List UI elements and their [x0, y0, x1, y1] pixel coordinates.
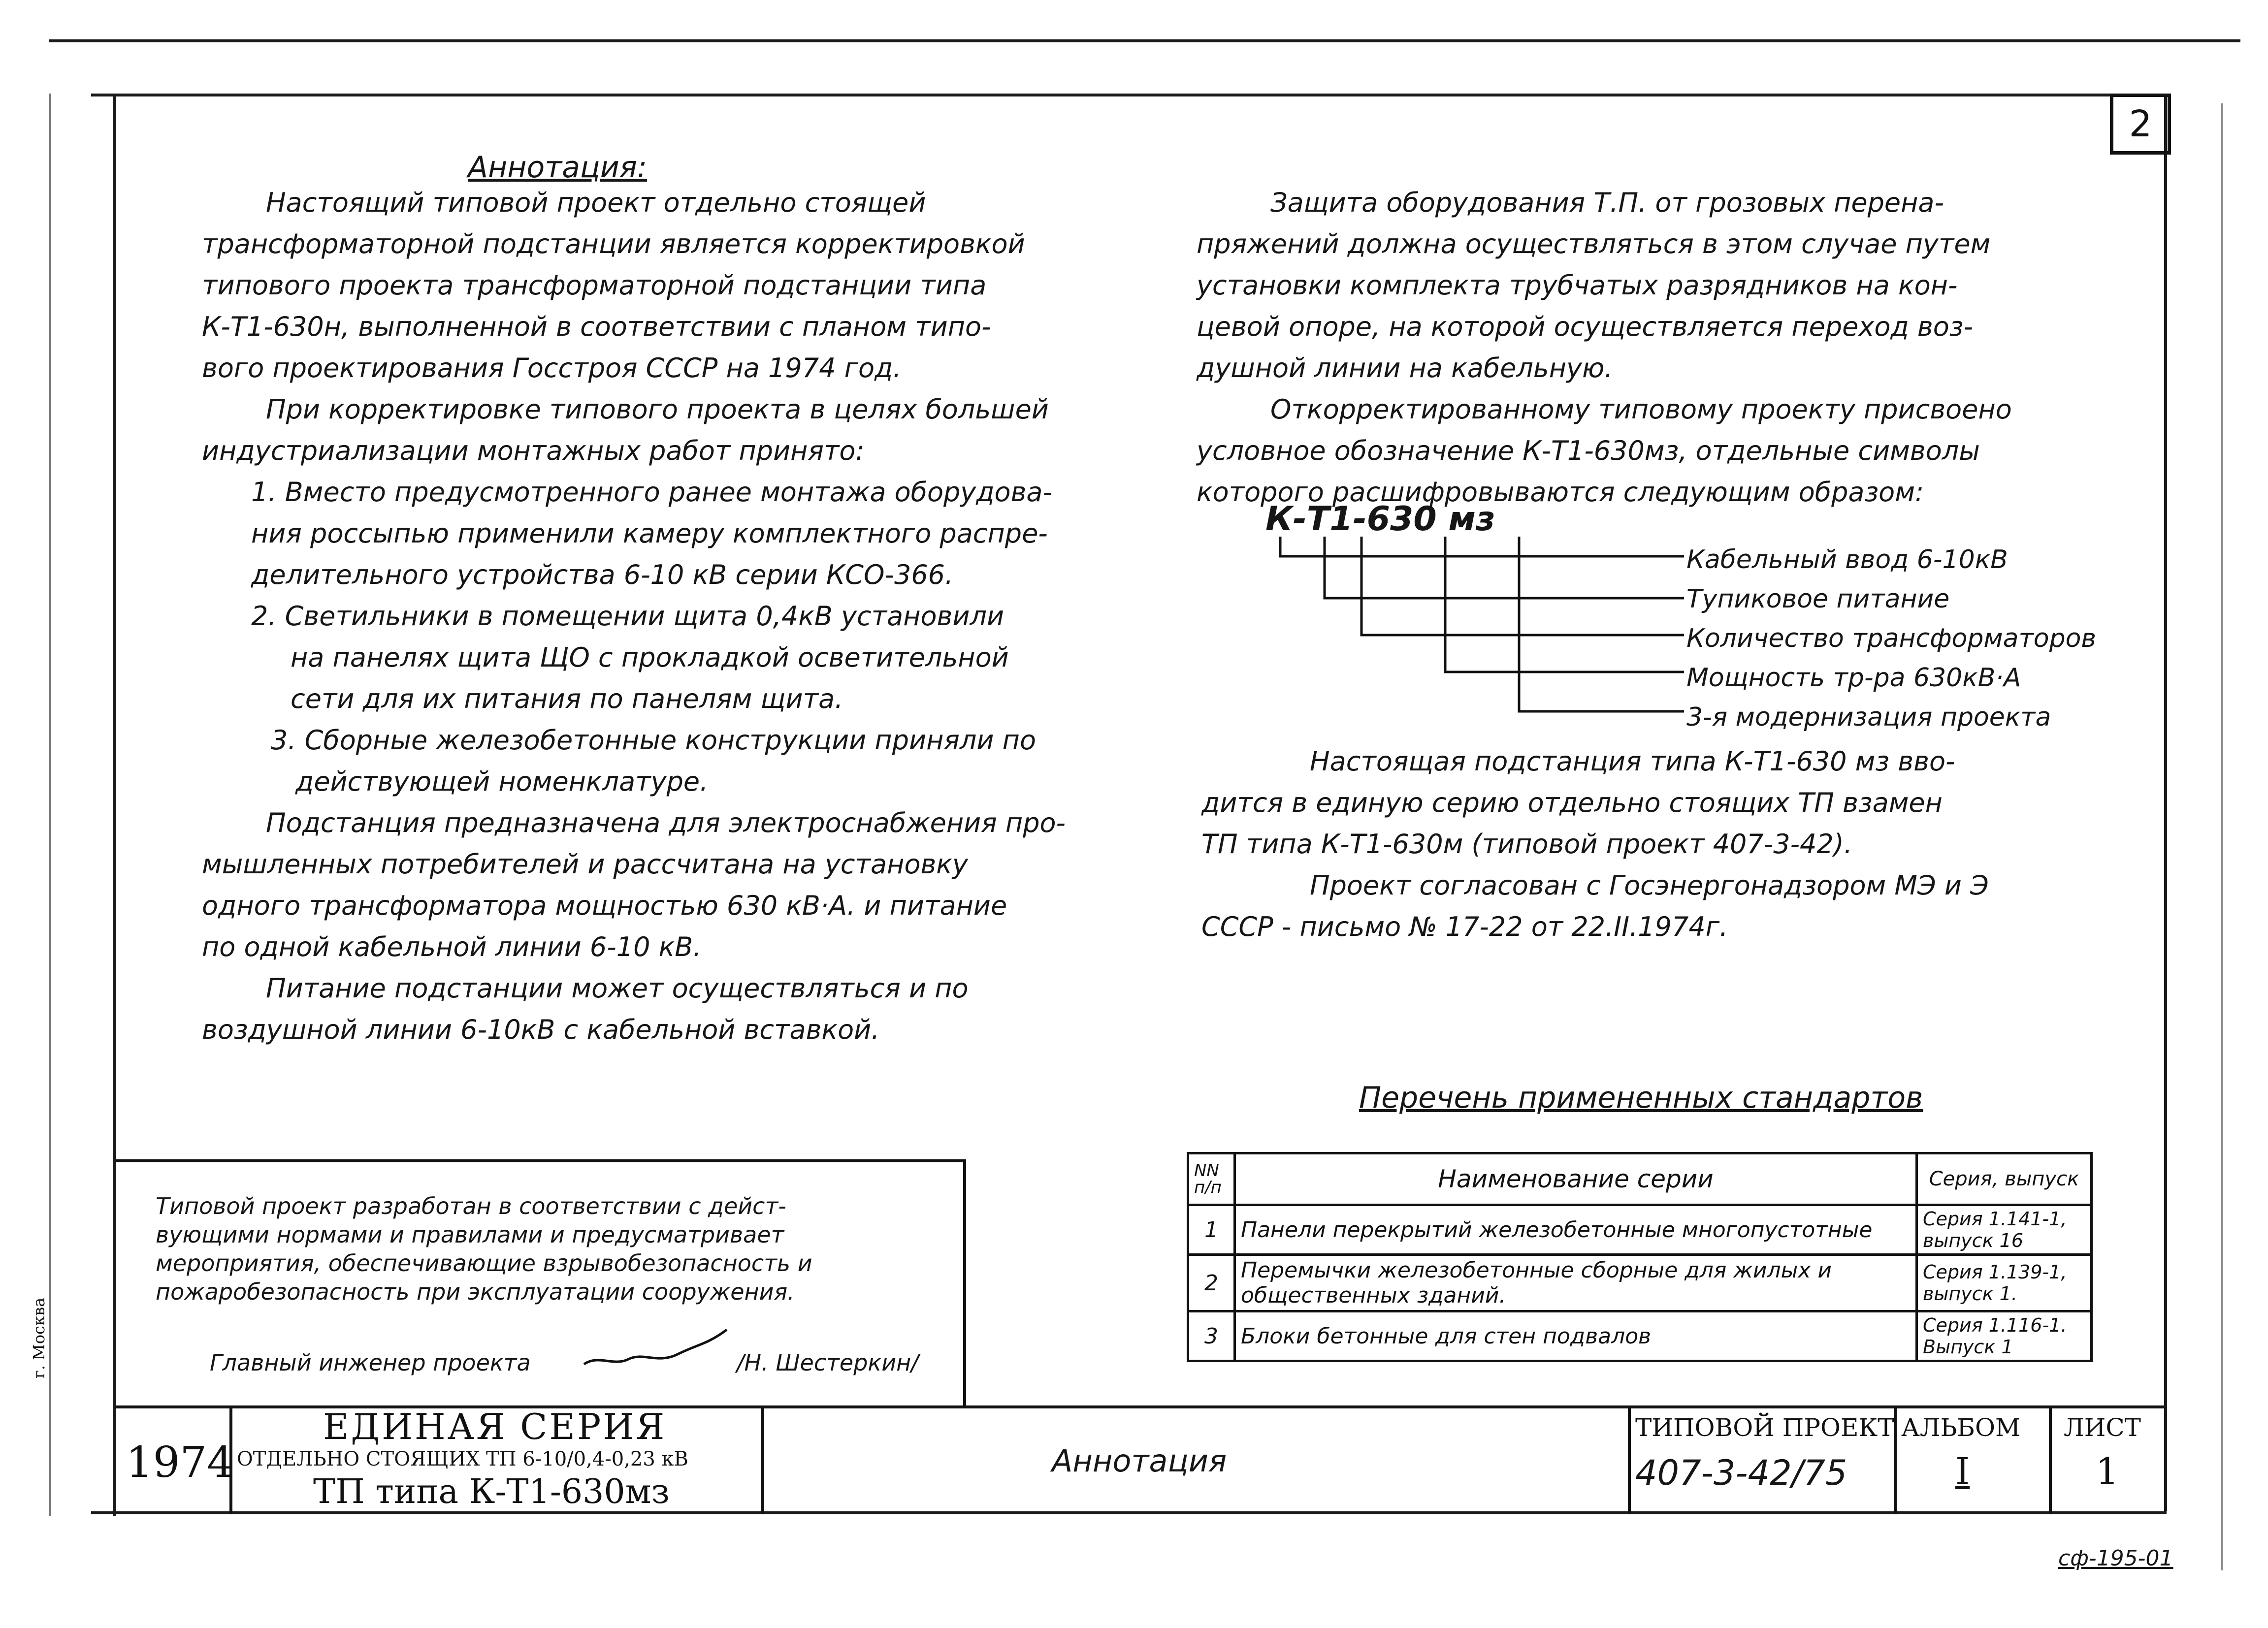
- signature-mark: [579, 1325, 737, 1374]
- sheet-label: ЛИСТ: [2064, 1413, 2141, 1442]
- text-line: одного трансформатора мощностью 630 кВ·А. и питание: [202, 890, 1007, 921]
- text-line: дится в единую серию отдельно стоящих ТП взамен: [1201, 787, 1943, 818]
- table-row: [1188, 1205, 2092, 1255]
- text-line: Подстанция предназначена для электроснабжения про-: [266, 807, 1066, 838]
- annotation-left-text: [202, 182, 1066, 1051]
- cell-name: Блоки бетонные для стен подвалов: [1235, 1311, 1917, 1361]
- side-city-text: г. Москва: [30, 1297, 48, 1378]
- text-line: Настоящий типовой проект отдельно стоящей: [266, 187, 926, 218]
- text-line: 1. Вместо предусмотренного ранее монтажа оборудова-: [251, 477, 1052, 508]
- code-legend-lines: [1270, 537, 1689, 734]
- cell-series: Серия 1.141-1, выпуск 16: [1917, 1205, 2092, 1255]
- header-cell: Серия, выпуск: [1917, 1153, 2092, 1205]
- cell-series: Серия 1.139-1, выпуск 1.: [1917, 1255, 2092, 1311]
- code-legend: [1686, 540, 2096, 737]
- text-line: сети для их питания по панелям щита.: [291, 683, 843, 714]
- annotation-right-text: [1197, 182, 2012, 513]
- text-line: 3. Сборные железобетонные конструкции приняли по: [271, 725, 1037, 756]
- cell-name: Перемычки железобетонные сборные для жилых и общественных зданий.: [1235, 1255, 1917, 1311]
- top-rule: [49, 39, 2240, 42]
- text-line: Защита оборудования Т.П. от грозовых перена-: [1270, 187, 1944, 218]
- text-line: установки комплекта трубчатых разрядников на кон-: [1197, 270, 1958, 301]
- note-line: пожаробезопасность при эксплуатации сооружения.: [156, 1278, 795, 1305]
- album-label: АЛЬБОМ: [1901, 1413, 2021, 1442]
- legend-item: Тупиковое питание: [1686, 584, 1950, 614]
- drawing-name: Аннотация: [1052, 1443, 1227, 1479]
- text-line: Проект согласован с Госэнергонадзором МЭ и Э: [1310, 870, 1989, 901]
- year: 1974: [126, 1438, 234, 1487]
- signature-label: Главный инженер проекта: [210, 1349, 531, 1376]
- tp-type: ТП типа К-Т1-630мз: [313, 1472, 670, 1511]
- text-line: душной линии на кабельную.: [1197, 352, 1613, 383]
- note-box: [116, 1159, 966, 1408]
- annotation-right-text-2: [1201, 741, 1989, 948]
- note-line: вующими нормами и правилами и предусматривает: [156, 1221, 784, 1248]
- text-line: Откорректированному типовому проекту присвоено: [1270, 394, 2012, 425]
- note-line: Типовой проект разработан в соответствии с дейст-: [156, 1193, 786, 1219]
- cell-n: 3: [1188, 1311, 1235, 1361]
- text-line: ния россыпью применили камеру комплектного распре-: [251, 518, 1048, 549]
- text-line: вого проектирования Госстроя СССР на 1974 год.: [202, 352, 902, 383]
- text-line: К-Т1-630н, выполненной в соответствии с планом типо-: [202, 311, 991, 342]
- note-text: [156, 1192, 812, 1306]
- note-line: мероприятия, обеспечивающие взрывобезопасность и: [156, 1250, 812, 1277]
- legend-item: Количество трансформаторов: [1686, 624, 2097, 653]
- right-margin-dash: [2221, 103, 2223, 1570]
- text-line: индустриализации монтажных работ принято:: [202, 435, 865, 466]
- text-line: СССР - письмо № 17-22 от 22.II.1974г.: [1201, 911, 1728, 942]
- text-line: цевой опоре, на которой осуществляется переход воз-: [1197, 311, 1973, 342]
- text-line: ТП типа К-Т1-630м (типовой проект 407-3-42).: [1201, 829, 1852, 860]
- series-title: ЕДИНАЯ СЕРИЯ: [323, 1406, 667, 1447]
- project-label: ТИПОВОЙ ПРОЕКТ: [1635, 1413, 1894, 1442]
- legend-item: Кабельный ввод 6-10кВ: [1686, 545, 2008, 575]
- text-line: делительного устройства 6-10 кВ серии КСО-366.: [251, 559, 954, 590]
- cell-series: Серия 1.116-1. Выпуск 1: [1917, 1311, 2092, 1361]
- title-block: [116, 1405, 2164, 1514]
- table-row: [1188, 1311, 2092, 1361]
- header-cell: NN п/п: [1188, 1153, 1235, 1205]
- text-line: 2. Светильники в помещении щита 0,4кВ установили: [251, 601, 1004, 632]
- annotation-title: Аннотация:: [468, 150, 648, 185]
- cell-n: 2: [1188, 1255, 1235, 1311]
- cell-name: Панели перекрытий железобетонные многопустотные: [1235, 1205, 1917, 1255]
- project-number: 407-3-42/75: [1635, 1453, 1847, 1493]
- frame-right: [2164, 94, 2167, 1511]
- text-line: типового проекта трансформаторной подстанции типа: [202, 270, 987, 301]
- table-header-row: [1188, 1153, 2092, 1205]
- bottom-code: сф-195-01: [2058, 1546, 2173, 1571]
- sheet-value: 1: [2096, 1450, 2119, 1493]
- text-line: трансформаторной подстанции является корректировкой: [202, 228, 1025, 259]
- text-line: условное обозначение К-Т1-630мз, отдельные символы: [1197, 435, 1980, 466]
- table-row: [1188, 1255, 2092, 1311]
- text-line: При корректировке типового проекта в целях большей: [266, 394, 1049, 425]
- legend-item: Мощность тр-ра 630кВ·А: [1686, 663, 2021, 693]
- text-line: Настоящая подстанция типа К-Т1-630 мз вво-: [1310, 746, 1955, 777]
- code-designation: К-Т1-630 мз: [1265, 500, 1495, 539]
- cell-n: 1: [1188, 1205, 1235, 1255]
- standards-title: Перечень примененных стандартов: [1359, 1081, 1923, 1115]
- series-subtitle: ОТДЕЛЬНО СТОЯЩИХ ТП 6-10/0,4-0,23 кВ: [237, 1448, 688, 1470]
- text-line: воздушной линии 6-10кВ с кабельной вставкой.: [202, 1014, 880, 1045]
- frame-top: [91, 94, 2164, 96]
- text-line: Питание подстанции может осуществляться и по: [266, 973, 969, 1004]
- album-value: I: [1955, 1450, 1970, 1493]
- signature-name: /Н. Шестеркин/: [737, 1349, 919, 1376]
- text-line: пряжений должна осуществляться в этом случае путем: [1197, 228, 1991, 259]
- text-line: по одной кабельной линии 6-10 кВ.: [202, 931, 702, 962]
- text-line: которого расшифровываются следующим образом:: [1197, 477, 1924, 508]
- legend-item: 3-я модернизация проекта: [1686, 702, 2051, 732]
- text-line: мышленных потребителей и рассчитана на установку: [202, 849, 968, 880]
- text-line: действующей номенклатуре.: [295, 766, 709, 797]
- header-cell: Наименование серии: [1235, 1153, 1917, 1205]
- corner-sheet-number: 2: [2110, 94, 2171, 155]
- left-margin-line: [49, 94, 51, 1516]
- standards-table: [1187, 1152, 2093, 1362]
- text-line: на панелях щита ЩО с прокладкой осветительной: [291, 642, 1009, 673]
